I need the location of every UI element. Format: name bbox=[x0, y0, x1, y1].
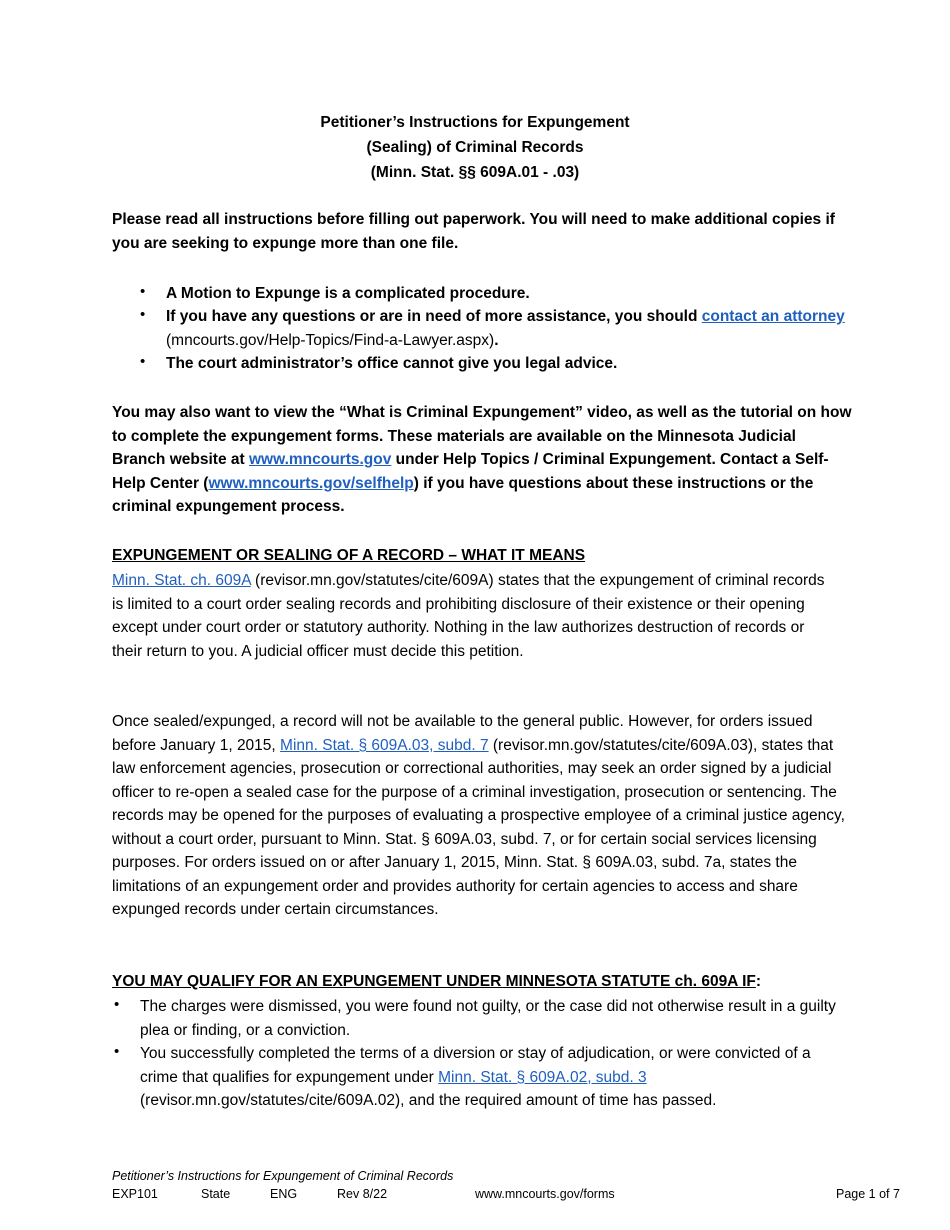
footer-revision: Rev 8/22 bbox=[337, 1187, 388, 1201]
section-heading-what-it-means: EXPUNGEMENT OR SEALING OF A RECORD – WHAT IT MEANS bbox=[112, 547, 586, 564]
contact-attorney-link[interactable]: contact an attorney bbox=[701, 308, 845, 325]
title-line-1: Petitioner’s Instructions for Expungement bbox=[320, 114, 630, 131]
footer-page-number: Page 1 of 7 bbox=[836, 1187, 900, 1201]
selfhelp-link[interactable]: www.mncourts.gov/selfhelp bbox=[208, 474, 414, 492]
attorney-url-text: (mncourts.gov/Help-Topics/Find-a-Lawyer.aspx) bbox=[166, 331, 495, 349]
bullet-icon: • bbox=[114, 996, 120, 1013]
video-text-3: ) if you have questions about these instructions or the criminal expungement process. bbox=[112, 474, 814, 515]
title-line-2: (Sealing) of Criminal Records bbox=[366, 139, 584, 156]
footer-jurisdiction: State bbox=[201, 1187, 231, 1201]
bullet-icon: • bbox=[114, 1043, 120, 1060]
qualify-item-diversion bbox=[140, 1042, 845, 1113]
section2-heading-colon: : bbox=[755, 973, 762, 990]
statute-609a-link[interactable]: Minn. Stat. ch. 609A bbox=[112, 572, 251, 589]
mncourts-link[interactable]: www.mncourts.gov bbox=[248, 451, 392, 468]
bullet-complicated: A Motion to Expunge is a complicated procedure. bbox=[166, 285, 530, 302]
section1-p2-post: (revisor.mn.gov/statutes/cite/609A.03), states that law enforcement agencies, prosecution or correctional authorities, may seek an order signed by a judicial officer to re-open a sealed case for the purpose of a criminal investigation, prosecution or sentencing. The records may be opened for the purposes of evaluating a prospective employee of a criminal justice agency, without a court order, pursuant to Minn. Stat. § 609A.03, subd. 7, or for certain social services licensing purposes. For orders issued on or after January 1, 2015, Minn. Stat. § 609A.03, subd. 7a, states the limitations of an expungement order and provides authority for certain agencies to access and share expunged records under certain circumstances. bbox=[112, 736, 845, 918]
section1-paragraph-2 bbox=[112, 710, 847, 922]
qualify-item2-post: (revisor.mn.gov/statutes/cite/609A.02), and the required amount of time has passed. bbox=[140, 1092, 717, 1109]
footer-forms-url: www.mncourts.gov/forms bbox=[475, 1187, 615, 1201]
video-paragraph bbox=[112, 401, 852, 519]
bullet-attorney-text: If you have any questions or are in need of more assistance, you should bbox=[166, 308, 702, 325]
video-text-1: You may also want to view the “What is Criminal Expungement” video, as well as the tutorial on how to complete the expungement forms. These materials are available on the Minnesota Judicial Branch website at bbox=[112, 404, 852, 468]
bullet-no-legal-advice: The court administrator’s office cannot give you legal advice. bbox=[166, 355, 618, 372]
intro-paragraph: Please read all instructions before filling out paperwork. You will need to make additional copies if you are seeking to expunge more than one file. bbox=[112, 211, 835, 252]
section-heading-qualify bbox=[112, 973, 761, 991]
qualify-item2-pre: You successfully completed the terms of a diversion or stay of adjudication, or were convicted of a crime that qualifies for expungement under bbox=[140, 1045, 811, 1086]
section1-p2-pre: Once sealed/expunged, a record will not be available to the general public. However, for orders issued before January 1, 2015, bbox=[112, 713, 813, 754]
qualify-item-dismissed: The charges were dismissed, you were found not guilty, or the case did not otherwise result in a guilty plea or finding, or a conviction. bbox=[140, 998, 836, 1039]
title-line-3: (Minn. Stat. §§ 609A.01 - .03) bbox=[370, 164, 580, 181]
footer-doc-title: Petitioner’s Instructions for Expungement of Criminal Records bbox=[112, 1169, 454, 1183]
bullet-attorney bbox=[166, 305, 846, 352]
section1-p1-text: (revisor.mn.gov/statutes/cite/609A) states that the expungement of criminal records is limited to a court order sealing records and prohibiting disclosure of their existence or their opening except under court order or statutory authority. Nothing in the law authorizes destruction of records or their return to you. A judicial officer must decide this petition. bbox=[112, 572, 825, 660]
bullet-icon: • bbox=[140, 353, 146, 370]
bullet-icon: • bbox=[140, 306, 146, 323]
section2-heading-text: YOU MAY QUALIFY FOR AN EXPUNGEMENT UNDER MINNESOTA STATUTE ch. 609A IF bbox=[112, 973, 756, 990]
document-title bbox=[0, 110, 950, 185]
statute-609a03-link[interactable]: Minn. Stat. § 609A.03, subd. 7 bbox=[280, 736, 489, 754]
attorney-period: . bbox=[494, 331, 499, 349]
statute-609a02-link[interactable]: Minn. Stat. § 609A.02, subd. 3 bbox=[438, 1068, 647, 1086]
footer-form-id: EXP101 bbox=[112, 1187, 158, 1201]
footer-language: ENG bbox=[270, 1187, 298, 1201]
video-text-2: under Help Topics / Criminal Expungement. Contact a Self-Help Center ( bbox=[112, 451, 829, 492]
section1-paragraph-1 bbox=[112, 569, 837, 663]
bullet-icon: • bbox=[140, 283, 146, 300]
